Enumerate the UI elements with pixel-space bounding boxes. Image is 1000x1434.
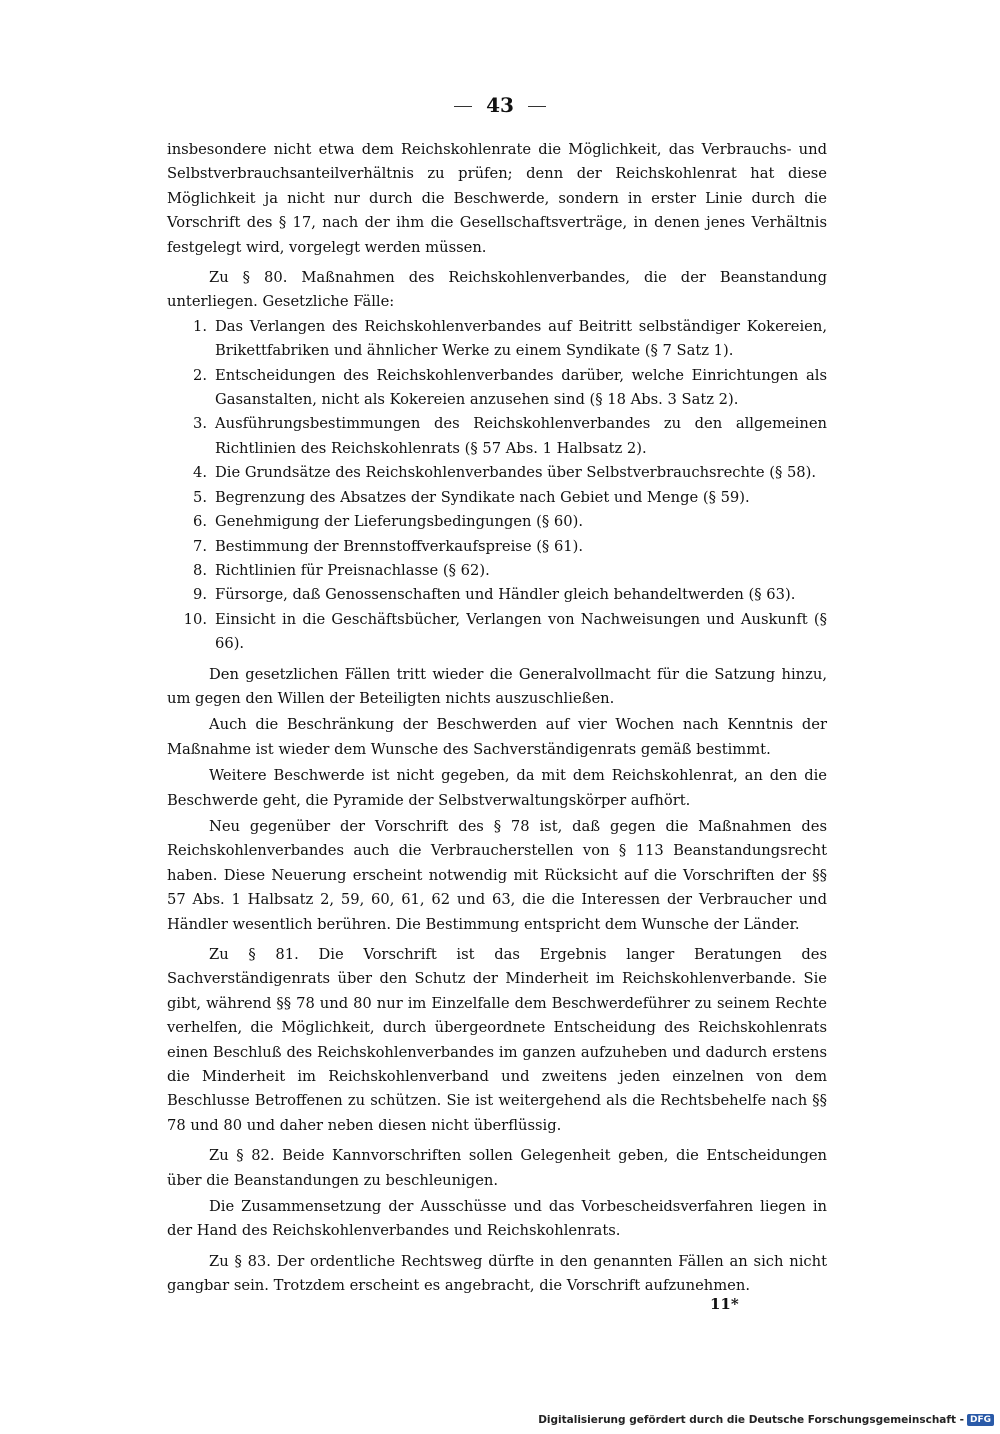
case-text: Einsicht in die Geschäftsbücher, Verlangen von Nachweisungen und Auskunft (§ 66). <box>215 610 827 653</box>
case-number: 2. <box>192 366 207 384</box>
case-number: 7. <box>192 537 207 555</box>
case-text: Die Grundsätze des Reichskohlenverbandes über Selbstverbrauchsrechte (§ 58). <box>215 464 817 482</box>
digitization-footer <box>538 1414 994 1426</box>
case-text: Ausführungsbestimmungen des Reichskohlenverbandes zu den allgemeinen Richtlinien des Reichskohlenrats (§ 57 Abs. 1 Halbsatz 2). <box>215 415 827 457</box>
paragraph-5: Weitere Beschwerde ist nicht gegeben, da mit dem Reichskohlenrat, an den die Beschwerde geht, die Pyramide der Selbstverwaltungskörper aufhört. <box>167 767 827 809</box>
case-number: 4. <box>192 464 207 482</box>
paragraph-9: Die Zusammensetzung der Ausschüsse und das Vorbescheidsverfahren liegen in der Hand des Reichskohlenverbandes und Reichskohlenrats. <box>167 1198 827 1240</box>
body-text <box>167 138 827 1299</box>
case-item <box>192 510 827 534</box>
case-text: Das Verlangen des Reichskohlenverbandes auf Beitritt selbständiger Kokereien, Brikettfabriken und ähnlicher Werke zu einem Syndikate (§ 7 Satz 1). <box>215 317 827 360</box>
paragraph-3: Den gesetzlichen Fällen tritt wieder die Generalvollmacht für die Satzung hinzu, um gegen den Willen der Beteiligten nichts auszuschließen. <box>167 665 827 707</box>
case-item <box>192 461 827 485</box>
case-list <box>167 315 827 657</box>
case-number: 1. <box>192 317 207 335</box>
case-item <box>192 486 827 510</box>
case-number: 6. <box>192 513 207 531</box>
case-item <box>192 559 827 583</box>
page-number: 43 <box>486 93 514 117</box>
case-item <box>192 412 827 461</box>
page-header <box>0 93 1000 117</box>
case-item <box>183 608 827 657</box>
case-item <box>192 364 827 413</box>
case-text: Bestimmung der Brennstoffverkaufspreise (§ 61). <box>215 537 584 555</box>
case-text: Richtlinien für Preisnachlasse (§ 62). <box>215 561 490 579</box>
paragraph-6: Neu gegenüber der Vorschrift des § 78 ist, daß gegen die Maßnahmen des Reichskohlenverbandes auch die Verbraucherstellen von § 113 Beanstandungsrecht haben. Diese Neuerung erscheint notwendig mit Rücksicht auf die Vorschriften der §§ 57 Abs. 1 Halbsatz 2, 59, 60, 61, 62 und 63, die die Interessen der Verbraucher und Händler wesentlich berühren. Die Bestimmung entspricht dem Wunsche der Länder. <box>167 817 827 933</box>
dfg-logo: DFG <box>967 1414 994 1426</box>
case-number: 8. <box>192 561 207 579</box>
paragraph-1: insbesondere nicht etwa dem Reichskohlenrate die Möglichkeit, das Verbrauchs- und Selbstverbrauchsanteilverhältnis zu prüfen; denn der Reichskohlenrat hat diese Möglichkeit ja nicht nur durch die Beschwerde, sondern in erster Linie durch die Vorschrift des § 17, nach der ihm die Gesellschaftsverträge, in denen jenes Verhältnis festgelegt wird, vorgelegt werden müssen. <box>167 141 827 256</box>
case-number: 9. <box>192 586 207 604</box>
case-text: Entscheidungen des Reichskohlenverbandes darüber, welche Einrichtungen als Gasanstalten, nicht als Kokereien anzusehen sind (§ 18 Abs. 3 Satz 2). <box>215 366 827 409</box>
paragraph-4: Auch die Beschränkung der Beschwerden auf vier Wochen nach Kenntnis der Maßnahme ist wieder dem Wunsche des Sachverständigenrats gemäß bestimmt. <box>167 716 827 758</box>
case-item <box>192 315 827 364</box>
paragraph-8: Zu § 82. Beide Kannvorschriften sollen Gelegenheit geben, die Entscheidungen über die Beanstandungen zu beschleunigen. <box>167 1147 827 1189</box>
case-text: Genehmigung der Lieferungsbedingungen (§ 60). <box>215 513 584 531</box>
case-text: Fürsorge, daß Genossenschaften und Händler gleich behandeltwerden (§ 63). <box>215 586 796 604</box>
case-number: 5. <box>192 488 207 506</box>
signature-mark: 11* <box>710 1295 739 1313</box>
paragraph-10: Zu § 83. Der ordentliche Rechtsweg dürfte in den genannten Fällen an sich nicht gangbar sein. Trotzdem erscheint es angebracht, die Vorschrift aufzunehmen. <box>167 1252 827 1295</box>
paragraph-7: Zu § 81. Die Vorschrift ist das Ergebnis langer Beratungen des Sachverständigenrats über den Schutz der Minderheit im Reichskohlenverbande. Sie gibt, während §§ 78 und 80 nur im Einzelfalle dem Beschwerdeführer zu seinem Rechte verhelfen, die Möglichkeit, durch übergeordnete Entscheidung des Reichskohlenrats einen Beschluß des Reichskohlenverbandes im ganzen aufzuheben und dadurch erstens die Minderheit im Reichskohlenverband und zweitens jeden einzelnen von dem Beschlusse Betroffenen zu schützen. Sie ist weitergehend als die Rechtsbehelfe nach §§ 78 und 80 und daher neben diesen nicht überflüssig. <box>167 946 827 1134</box>
case-number: 3. <box>192 415 207 433</box>
header-dash-left <box>454 106 472 107</box>
case-number: 10. <box>183 610 207 628</box>
case-text: Begrenzung des Absatzes der Syndikate nach Gebiet und Menge (§ 59). <box>215 488 750 506</box>
case-item <box>192 535 827 559</box>
header-dash-right <box>528 106 546 107</box>
case-item <box>192 583 827 607</box>
footer-text: Digitalisierung gefördert durch die Deutsche Forschungsgemeinschaft - <box>538 1414 964 1426</box>
paragraph-2: Zu § 80. Maßnahmen des Reichskohlenverbandes, die der Beanstandung unterliegen. Gesetzliche Fälle: <box>167 269 827 311</box>
